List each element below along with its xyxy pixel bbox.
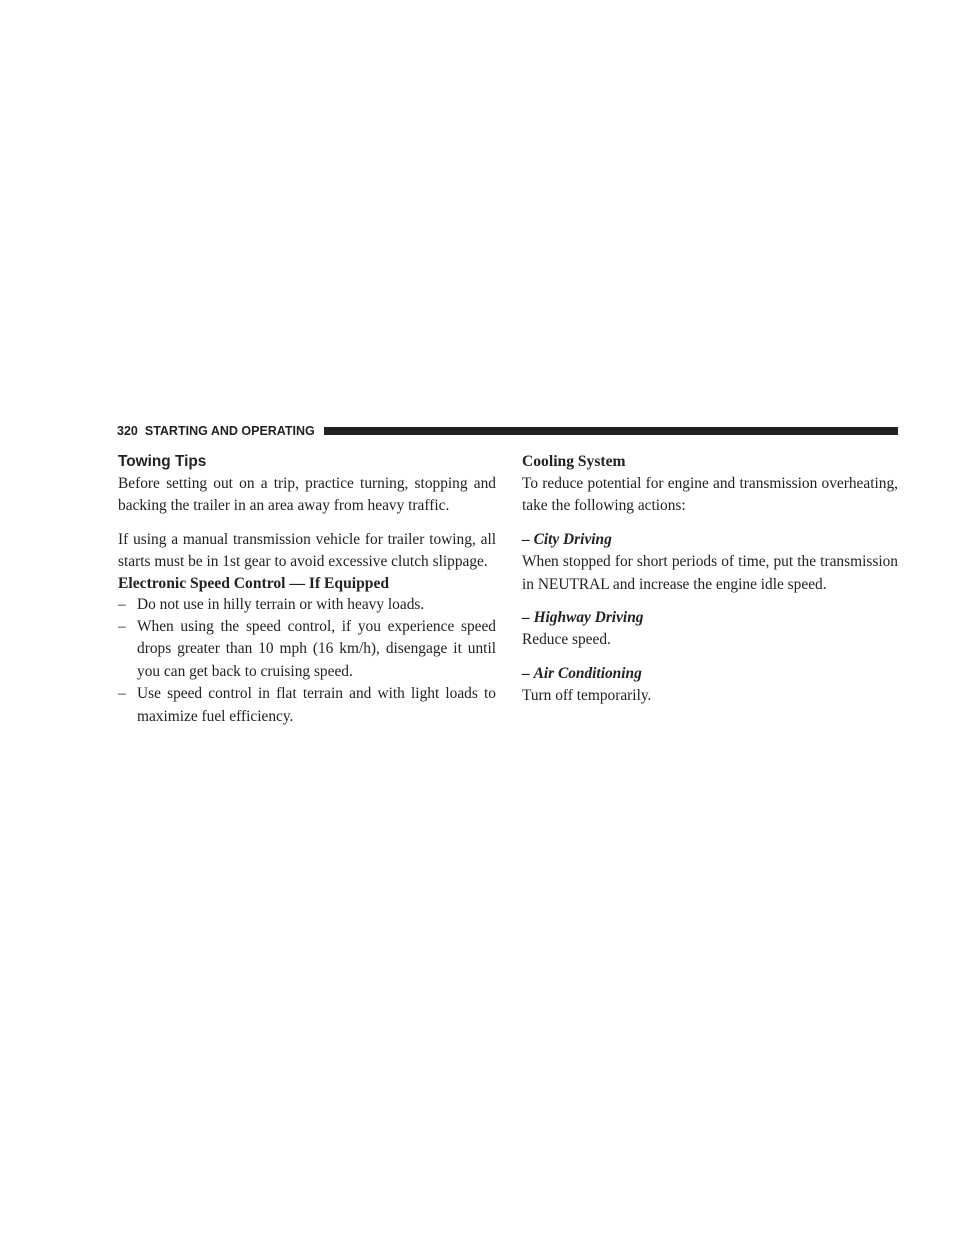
towing-tips-paragraph-2: If using a manual transmission vehicle for trailer towing, all starts must be in 1st gear to avoid excessive clutch slippage. — [118, 530, 496, 571]
city-driving-text: When stopped for short periods of time, put the transmission in NEUTRAL and increase the engine idle speed. — [522, 553, 898, 593]
dash-marker: – — [522, 664, 530, 682]
dash-marker: – — [522, 609, 530, 627]
towing-tips-heading: Towing Tips — [118, 453, 207, 470]
dash-marker: – — [118, 618, 126, 636]
section-title: STARTING AND OPERATING — [144, 424, 315, 438]
speed-control-item-text: When using the speed control, if you experience speed drops greater than 10 mph (16 km/h), disengage it until you can get back to cruising speed. — [137, 618, 496, 680]
speed-control-item-1 — [118, 594, 496, 616]
air-conditioning-label: Air Conditioning — [533, 664, 642, 682]
cooling-system-heading: Cooling System — [522, 453, 626, 470]
city-driving-heading — [522, 529, 898, 551]
right-column — [522, 452, 898, 708]
highway-driving-text: Reduce speed. — [522, 631, 611, 649]
highway-driving-label: Highway Driving — [533, 609, 644, 627]
header-rule — [324, 427, 898, 435]
speed-control-item-2 — [118, 616, 496, 683]
speed-control-item-3 — [118, 683, 496, 728]
highway-driving-heading — [522, 607, 898, 629]
left-column — [118, 452, 496, 728]
speed-control-item-text: Do not use in hilly terrain or with heavy loads. — [137, 595, 425, 613]
dash-marker: – — [522, 530, 530, 548]
air-conditioning-text: Turn off temporarily. — [522, 687, 652, 705]
towing-tips-paragraph-1: Before setting out on a trip, practice turning, stopping and backing the trailer in an area away from heavy traffic. — [118, 475, 496, 515]
city-driving-label: City Driving — [533, 530, 612, 548]
dash-marker: – — [118, 595, 126, 613]
dash-marker: – — [118, 685, 126, 703]
page-header — [117, 422, 898, 440]
speed-control-item-text: Use speed control in flat terrain and with light loads to maximize fuel efficiency. — [137, 685, 496, 725]
page-number: 320 — [117, 424, 138, 438]
speed-control-heading: Electronic Speed Control — If Equipped — [118, 574, 390, 592]
cooling-system-intro: To reduce potential for engine and transmission overheating, take the following actions: — [522, 475, 898, 515]
air-conditioning-heading — [522, 663, 898, 685]
